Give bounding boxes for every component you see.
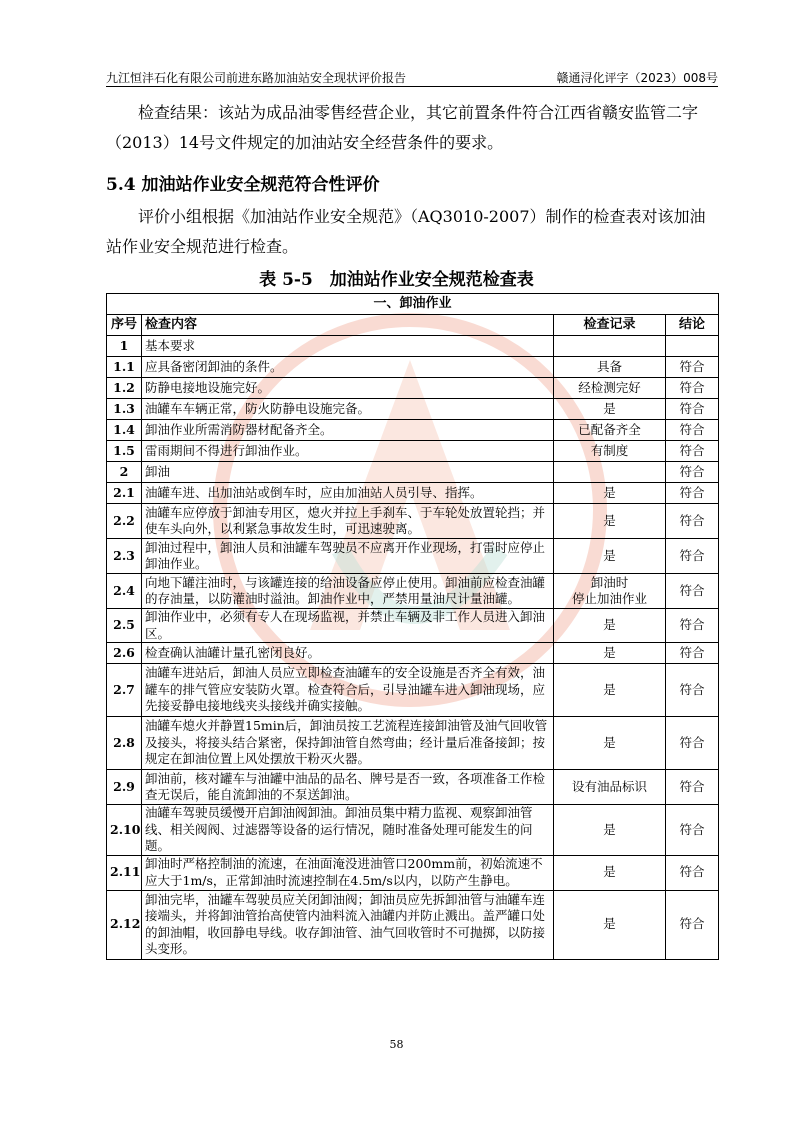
row-record: 是 [554,664,666,717]
row-result: 符合 [666,643,719,664]
table-row [107,609,719,643]
col-header-no: 序号 [107,315,142,336]
table-row [107,855,719,890]
row-content: 卸油作业中，必须有专人在现场监视，并禁止车辆及非工作人员进入卸油区。 [142,609,554,643]
row-record: 已配备齐全 [554,420,666,441]
table-row [107,890,719,959]
row-record [554,336,666,357]
row-result: 符合 [666,504,719,539]
row-number: 2.9 [107,770,142,805]
row-content: 应具备密闭卸油的条件。 [142,357,554,378]
table-row [107,420,719,441]
table-row [107,717,719,770]
row-content: 油罐车进站后，卸油人员应立即检查油罐车的安全设施是否齐全有效，油罐车的排气管应安装防火罩。检查符合后，引导油罐车进入卸油现场，应先接妥静电接地线夹头接线并确实接触。 [142,664,554,717]
table-row [107,504,719,539]
row-content: 卸油时严格控制油的流速，在油面淹没进油管口200mm前，初始流速不应大于1m/s，正常卸油时流速控制在4.5m/s以内，以防产生静电。 [142,855,554,890]
section-heading: 5.4 加油站作业安全规范符合性评价 [106,175,380,195]
page-number: 58 [389,1038,404,1051]
row-result: 符合 [666,805,719,856]
row-number: 2.6 [107,643,142,664]
row-number: 1.2 [107,378,142,399]
row-record: 卸油时 停止加油作业 [554,574,666,609]
section-title: 一、卸油作业 [107,294,719,315]
row-content: 卸油过程中，卸油人员和油罐车驾驶员不应离开作业现场，打雷时应停止卸油作业。 [142,539,554,574]
table-row [107,357,719,378]
row-result: 符合 [666,399,719,420]
row-record: 是 [554,717,666,770]
row-record: 是 [554,643,666,664]
row-record: 是 [554,805,666,856]
table-row [107,399,719,420]
row-content: 卸油完毕，油罐车驾驶员应关闭卸油阀；卸油员应先拆卸油管与油罐车连接端头，并将卸油管抬高使管内油料流入油罐内并防止溅出。盖严罐口处的卸油帽，收回静电导线。收存卸油管、油气回收管时不可抛掷，以防接头变形。 [142,890,554,959]
row-number: 2.4 [107,574,142,609]
row-number: 2.11 [107,855,142,890]
row-content: 油罐车进、出加油站或倒车时，应由加油站人员引导、指挥。 [142,483,554,504]
table-row [107,574,719,609]
row-result: 符合 [666,539,719,574]
row-result: 符合 [666,357,719,378]
table-row [107,643,719,664]
row-number: 1.3 [107,399,142,420]
row-record: 是 [554,890,666,959]
row-result: 符合 [666,378,719,399]
row-content: 防静电接地设施完好。 [142,378,554,399]
row-record [554,462,666,483]
row-content: 油罐车熄火并静置15min后，卸油员按工艺流程连接卸油管及油气回收管及接头，将接头结合紧密，保持卸油管自然弯曲；经计量后准备接卸；按规定在卸油位置上风处摆放干粉灭火器。 [142,717,554,770]
row-record: 是 [554,399,666,420]
row-number: 2.10 [107,805,142,856]
row-number: 2.1 [107,483,142,504]
row-content: 油罐车车辆正常，防火防静电设施完备。 [142,399,554,420]
row-result: 符合 [666,441,719,462]
row-content: 卸油 [142,462,554,483]
check-result-paragraph: 检查结果：该站为成品油零售经营企业，其它前置条件符合江西省赣安监管二字（2013）14号文件规定的加油站安全经营条件的要求。 [106,103,699,152]
table-row [107,441,719,462]
row-number: 2.3 [107,539,142,574]
table-row [107,539,719,574]
row-number: 1.4 [107,420,142,441]
row-number: 2.5 [107,609,142,643]
row-content: 检查确认油罐计量孔密闭良好。 [142,643,554,664]
table-row [107,336,719,357]
table-row [107,770,719,805]
col-header-record: 检查记录 [554,315,666,336]
row-number: 2 [107,462,142,483]
row-result: 符合 [666,420,719,441]
row-record: 设有油品标识 [554,770,666,805]
row-number: 2.12 [107,890,142,959]
row-result [666,336,719,357]
row-result: 符合 [666,770,719,805]
row-record: 具备 [554,357,666,378]
table-title: 表 5-5 加油站作业安全规范检查表 [259,270,534,290]
row-result: 符合 [666,890,719,959]
row-result: 符合 [666,462,719,483]
row-number: 2.7 [107,664,142,717]
row-content: 油罐车应停放于卸油专用区，熄火并拉上手刹车、于车轮处放置轮挡；并使车头向外，以利紧急事故发生时，可迅速驶离。 [142,504,554,539]
col-header-content: 检查内容 [142,315,554,336]
row-record: 有制度 [554,441,666,462]
header-right: 赣通浔化评字（2023）008号 [556,71,718,85]
row-result: 符合 [666,855,719,890]
row-number: 1 [107,336,142,357]
intro-paragraph: 评价小组根据《加油站作业安全规范》（AQ3010-2007）制作的检查表对该加油站作业安全规范进行检查。 [106,207,706,256]
row-content: 雷雨期间不得进行卸油作业。 [142,441,554,462]
header-left: 九江恒沣石化有限公司前进东路加油站安全现状评价报告 [106,71,407,85]
table-row [107,483,719,504]
row-result: 符合 [666,664,719,717]
row-record: 经检测完好 [554,378,666,399]
row-record: 是 [554,504,666,539]
row-result: 符合 [666,483,719,504]
row-content: 油罐车驾驶员缓慢开启卸油阀卸油。卸油员集中精力监视、观察卸油管线、相关阀阀、过滤器等设备的运行情况，随时准备处理可能发生的问题。 [142,805,554,856]
row-record: 是 [554,483,666,504]
row-result: 符合 [666,717,719,770]
row-number: 1.5 [107,441,142,462]
row-record: 是 [554,609,666,643]
check-table [106,293,719,960]
row-result: 符合 [666,574,719,609]
row-content: 基本要求 [142,336,554,357]
row-content: 向地下罐注油时，与该罐连接的给油设备应停止使用。卸油前应检查油罐的存油量，以防灌油时溢油。卸油作业中，严禁用量油尺计量油罐。 [142,574,554,609]
row-content: 卸油作业所需消防器材配备齐全。 [142,420,554,441]
row-number: 2.2 [107,504,142,539]
row-content: 卸油前，核对罐车与油罐中油品的品名、牌号是否一致，各项准备工作检查无误后，能自流卸油的不泵送卸油。 [142,770,554,805]
table-row [107,378,719,399]
table-row [107,805,719,856]
row-number: 2.8 [107,717,142,770]
table-row [107,664,719,717]
table-row [107,462,719,483]
row-number: 1.1 [107,357,142,378]
row-result: 符合 [666,609,719,643]
row-record: 是 [554,855,666,890]
row-record: 是 [554,539,666,574]
col-header-result: 结论 [666,315,719,336]
page-header [106,66,718,87]
